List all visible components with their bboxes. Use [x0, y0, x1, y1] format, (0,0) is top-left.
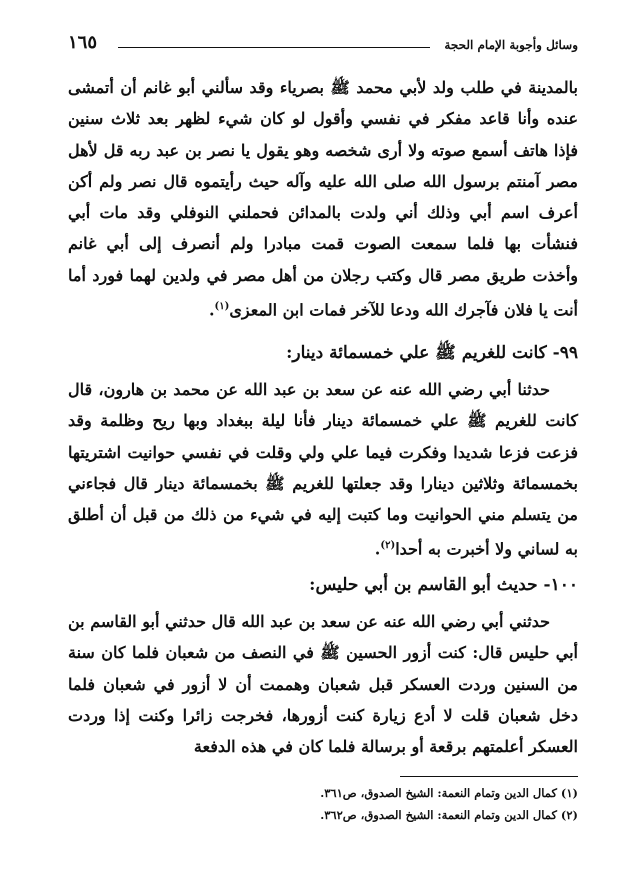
intro-paragraph-block — [68, 72, 578, 326]
section-100 — [68, 570, 578, 762]
footnote-ref-1: (١) — [214, 301, 230, 313]
section-heading-100: ١٠٠- حديث أبو القاسم بن أبي حليس: — [309, 575, 578, 595]
running-header — [68, 30, 578, 56]
section-99-text: حدثنا أبي رضي الله عنه عن سعد بن عبد الله عن محمد بن هارون، قال كانت للغريم ﷺ علي خمسمائة دينار فأنا ليلة ببغداد وبها ريح وظلمة وقد فزعت فزعا شديدا وفكرت فيما علي ولي وقلت في نفسي حوانيت اشتريتها بخمسمائة وثلاثين دينارا وقد جعلتها للغريم ﷺ بخمسمائة دينار قال فجاءني من يتسلم مني الحوانيت وما كتبت إليه في شيء من ذلك من قبل أن أطلق به لساني ولا أخبرت به أحدا — [68, 380, 579, 559]
running-title: وسائل وأجوبة الإمام الحجة — [444, 38, 578, 52]
footnote-2: (٢) كمال الدين وتمام النعمة: الشيخ الصدوق، ص٣٦٢. — [320, 808, 578, 822]
intro-paragraph: بالمدينة في طلب ولد لأبي محمد ﷺ بصرياء وقد سألني أبو غانم أن أتمشى عنده وأنا قاعد مفكر في نفسي وأقول لو كان شيء لظهر بعد ثلاث سنين فإذا هاتف أسمع صوته ولا أرى شخصه وهو يقول يا نصر بن عبد ربه قل لأهل مصر آمنتم برسول الله صلى الله عليه وآله حيث رأيتموه قال نصر ولم أكن أعرف اسم أبي وذلك أني ولدت بالمدائن فحملني النوفلي وقد مات أبي فنشأت بها فلما سمعت الصوت قمت مبادرا ولم أنصرف إلى أبي غانم وأخذت طريق مصر قال وكتب رجلان من أهل مصر في ولدين لهما فورد أما أنت يا فلان فآجرك الله ودعا للآخر فمات ابن المعزى$^{(١)}$. — [68, 78, 578, 320]
section-99 — [68, 338, 578, 565]
footnote-ref-2: (٢) — [380, 540, 396, 552]
section-100-paragraph: حدثني أبي رضي الله عنه عن سعد بن عبد الله قال حدثني أبو القاسم بن أبي حليس قال: كنت أزور الحسين ﷺ في النصف من شعبان فلما كان سنة من السنين وردت العسكر قبل شعبان وهممت أن لا أزور في شعبان فلما دخل شعبان قلت لا أدع زيارة كنت أزورها، فخرجت زائرا وكنت إذا وردت العسكر أعلمتهم برقعة أو برسالة فلما كان في هذه الدفعة — [68, 612, 578, 757]
footnote-1: (١) كمال الدين وتمام النعمة: الشيخ الصدوق، ص٣٦١. — [320, 786, 578, 800]
footnote-rule — [400, 776, 578, 777]
section-99-paragraph: حدثنا أبي رضي الله عنه عن سعد بن عبد الله عن محمد بن هارون، قال كانت للغريم ﷺ علي خمسمائة دينار فأنا ليلة ببغداد وبها ريح وظلمة وقد فزعت فزعا شديدا وفكرت فيما علي ولي وقلت في نفسي حوانيت اشتريتها بخمسمائة وثلاثين دينارا وقد جعلتها للغريم ﷺ بخمسمائة دينار قال فجاءني من يتسلم مني الحوانيت وما كتبت إليه في شيء من ذلك من قبل أن أطلق به لساني ولا أخبرت به أحدا$^{(٢)}$. — [68, 380, 579, 559]
page-number: ١٦٥ — [68, 32, 98, 53]
section-heading-99: ٩٩- كانت للغريم ﷺ علي خمسمائة دينار: — [286, 343, 578, 363]
header-rule — [118, 47, 430, 48]
footnotes — [68, 782, 578, 826]
intro-text: بالمدينة في طلب ولد لأبي محمد ﷺ بصرياء وقد سألني أبو غانم أن أتمشى عنده وأنا قاعد مفكر في نفسي وأقول لو كان شيء لظهر بعد ثلاث سنين فإذا هاتف أسمع صوته ولا أرى شخصه وهو يقول يا نصر بن عبد ربه قل لأهل مصر آمنتم برسول الله صلى الله عليه وآله حيث رأيتموه قال نصر ولم أكن أعرف اسم أبي وذلك أني ولدت بالمدائن فحملني النوفلي وقد مات أبي فنشأت بها فلما سمعت الصوت قمت مبادرا ولم أنصرف إلى أبي غانم وأخذت طريق مصر قال وكتب رجلان من أهل مصر في ولدين لهما فورد أما أنت يا فلان فآجرك الله ودعا للآخر فمات ابن المعزى — [68, 78, 578, 320]
